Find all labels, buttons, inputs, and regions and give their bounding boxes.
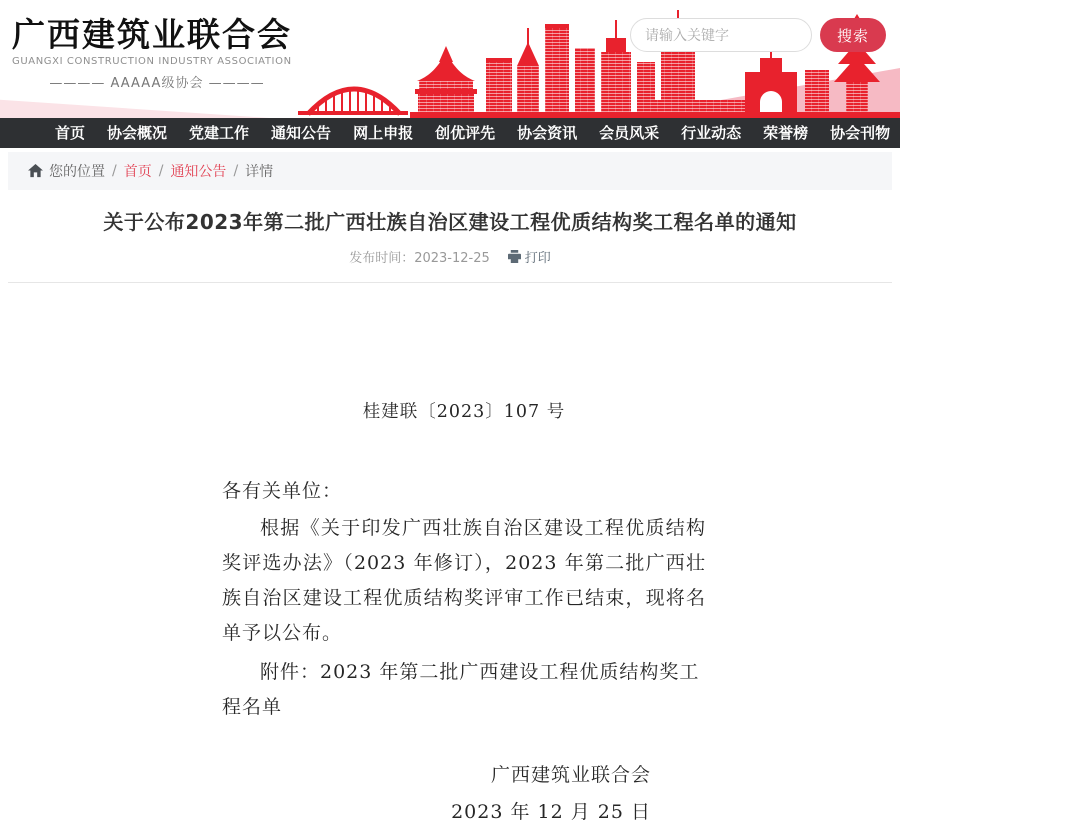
signature-block (222, 757, 706, 831)
document-body (222, 395, 706, 831)
nav-item-news[interactable]: 协会资讯 (517, 124, 578, 142)
salutation: 各有关单位： (222, 480, 343, 502)
document-paragraph: 根据《关于印发广西壮族自治区建设工程优质结构奖评选办法》（2023 年修订），2023 年第二批广西壮族自治区建设工程优质结构奖评审工作已结束，现将名单予以公布。 (222, 517, 706, 644)
breadcrumb-label: 您的位置 (49, 164, 105, 180)
org-level: ———— AAAAA级协会 ———— (49, 75, 265, 91)
breadcrumb: 您的位置 / 首页 / 通知公告 / 详情 (8, 152, 892, 190)
sign-date: 2023 年 12 月 25 日 (451, 801, 651, 823)
nav-item-excellence[interactable]: 创优评先 (435, 124, 496, 142)
main-nav (0, 118, 1055, 148)
site-search (630, 18, 886, 52)
breadcrumb-notices[interactable]: 通知公告 (170, 164, 227, 180)
nav-item-honors[interactable]: 荣誉榜 (763, 124, 809, 142)
printer-icon (508, 250, 521, 263)
nav-item-industry[interactable]: 行业动态 (681, 124, 742, 142)
search-button[interactable]: 搜索 (820, 18, 886, 52)
org-name-en: GUANGXI CONSTRUCTION INDUSTRY ASSOCIATION (12, 55, 292, 67)
attachment-line: 附件：2023 年第二批广西建设工程优质结构奖工程名单 (222, 661, 700, 718)
nav-item-notices[interactable]: 通知公告 (271, 124, 332, 142)
decor-wedge-left (0, 90, 270, 118)
title-divider (8, 282, 892, 283)
org-name-cn: 广西建筑业联合会 (12, 15, 292, 54)
nav-item-home[interactable]: 首页 (55, 124, 86, 142)
nav-item-about[interactable]: 协会概况 (107, 124, 168, 142)
nav-item-online-apply[interactable]: 网上申报 (353, 124, 414, 142)
home-icon (28, 164, 43, 178)
article-title: 关于公布2023年第二批广西壮族自治区建设工程优质结构奖工程名单的通知 (103, 210, 797, 234)
search-input[interactable] (630, 18, 812, 52)
document-number: 桂建联〔2023〕107 号 (362, 402, 566, 422)
article-header (0, 190, 900, 266)
org-logo[interactable] (12, 16, 312, 91)
nav-item-publications[interactable]: 协会刊物 (830, 124, 891, 142)
site-header (0, 0, 900, 118)
article-meta (0, 247, 900, 266)
nav-item-branches[interactable]: 分支机构 (912, 124, 973, 142)
nav-item-members[interactable]: 会员风采 (599, 124, 660, 142)
breadcrumb-current: 详情 (245, 164, 274, 180)
nav-item-party[interactable]: 党建工作 (189, 124, 250, 142)
nav-item-contact[interactable]: 联系我们 (994, 124, 1055, 142)
print-button[interactable]: 打印 (508, 247, 551, 266)
publish-time: 发布时间：2023-12-25 (349, 251, 490, 266)
signer-name: 广西建筑业联合会 (490, 764, 651, 786)
breadcrumb-home[interactable]: 首页 (123, 164, 152, 180)
